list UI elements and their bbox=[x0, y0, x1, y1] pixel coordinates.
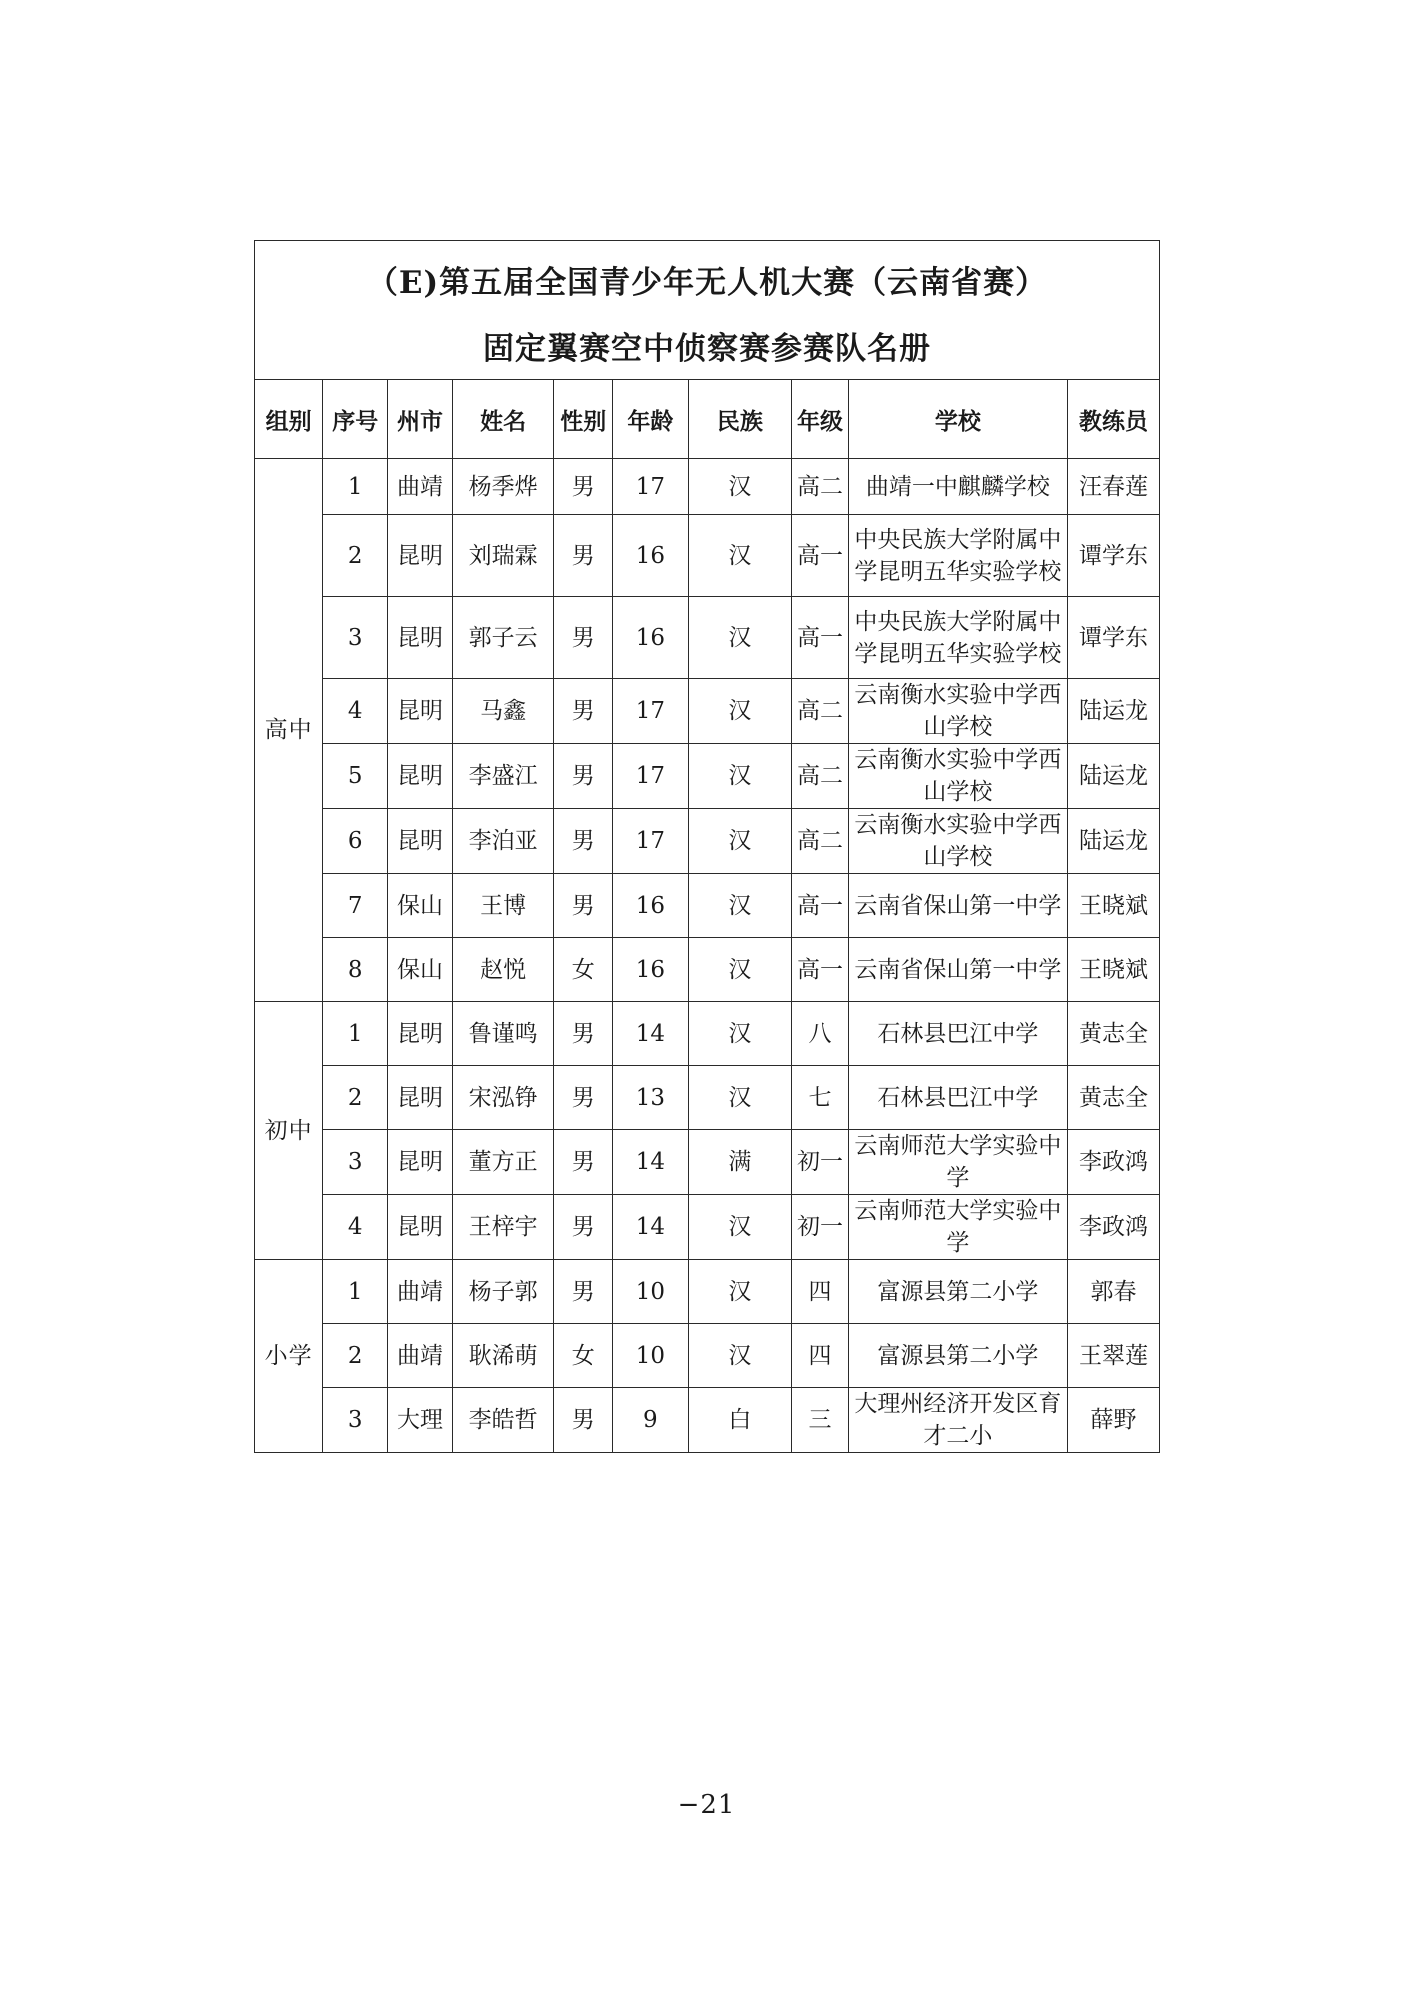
name-cell: 郭子云 bbox=[452, 597, 553, 679]
column-header: 组别 bbox=[255, 380, 323, 459]
age-cell: 9 bbox=[613, 1388, 688, 1453]
row-number-cell: 2 bbox=[323, 515, 388, 597]
coach-cell: 谭学东 bbox=[1068, 515, 1160, 597]
row-number-cell: 7 bbox=[323, 874, 388, 938]
table-row bbox=[255, 1388, 1160, 1453]
coach-cell: 李政鸿 bbox=[1068, 1130, 1160, 1195]
gender-cell: 男 bbox=[554, 1260, 613, 1324]
age-cell: 16 bbox=[613, 515, 688, 597]
name-cell: 杨子郭 bbox=[452, 1260, 553, 1324]
column-header: 性别 bbox=[554, 380, 613, 459]
ethnicity-cell: 汉 bbox=[688, 1324, 792, 1388]
ethnicity-cell: 满 bbox=[688, 1130, 792, 1195]
table-row bbox=[255, 1130, 1160, 1195]
school-cell: 云南师范大学实验中学 bbox=[848, 1195, 1067, 1260]
city-cell: 曲靖 bbox=[388, 459, 453, 515]
city-cell: 昆明 bbox=[388, 1195, 453, 1260]
table-row bbox=[255, 1260, 1160, 1324]
name-cell: 李盛江 bbox=[452, 744, 553, 809]
city-cell: 昆明 bbox=[388, 809, 453, 874]
ethnicity-cell: 汉 bbox=[688, 809, 792, 874]
gender-cell: 男 bbox=[554, 874, 613, 938]
school-cell: 曲靖一中麒麟学校 bbox=[848, 459, 1067, 515]
column-header: 民族 bbox=[688, 380, 792, 459]
grade-cell: 高二 bbox=[792, 809, 849, 874]
row-number-cell: 2 bbox=[323, 1066, 388, 1130]
gender-cell: 男 bbox=[554, 459, 613, 515]
name-cell: 王博 bbox=[452, 874, 553, 938]
city-cell: 保山 bbox=[388, 938, 453, 1002]
coach-cell: 谭学东 bbox=[1068, 597, 1160, 679]
page-number: −21 bbox=[677, 1790, 736, 1820]
table-row bbox=[255, 1066, 1160, 1130]
table-row bbox=[255, 679, 1160, 744]
school-cell: 云南师范大学实验中学 bbox=[848, 1130, 1067, 1195]
table-row bbox=[255, 1324, 1160, 1388]
grade-cell: 高一 bbox=[792, 938, 849, 1002]
name-cell: 刘瑞霖 bbox=[452, 515, 553, 597]
grade-cell: 高一 bbox=[792, 515, 849, 597]
name-cell: 宋泓铮 bbox=[452, 1066, 553, 1130]
age-cell: 14 bbox=[613, 1195, 688, 1260]
table-row bbox=[255, 597, 1160, 679]
gender-cell: 男 bbox=[554, 1388, 613, 1453]
table-row bbox=[255, 459, 1160, 515]
coach-cell: 郭春 bbox=[1068, 1260, 1160, 1324]
ethnicity-cell: 汉 bbox=[688, 515, 792, 597]
grade-cell: 高一 bbox=[792, 874, 849, 938]
row-number-cell: 8 bbox=[323, 938, 388, 1002]
gender-cell: 男 bbox=[554, 1130, 613, 1195]
coach-cell: 王翠莲 bbox=[1068, 1324, 1160, 1388]
gender-cell: 女 bbox=[554, 938, 613, 1002]
school-cell: 石林县巴江中学 bbox=[848, 1002, 1067, 1066]
age-cell: 17 bbox=[613, 459, 688, 515]
gender-cell: 男 bbox=[554, 1195, 613, 1260]
roster-frame bbox=[254, 240, 1160, 1453]
gender-cell: 男 bbox=[554, 597, 613, 679]
ethnicity-cell: 汉 bbox=[688, 1002, 792, 1066]
roster-table bbox=[254, 379, 1160, 1453]
name-cell: 董方正 bbox=[452, 1130, 553, 1195]
grade-cell: 三 bbox=[792, 1388, 849, 1453]
school-cell: 中央民族大学附属中学昆明五华实验学校 bbox=[848, 515, 1067, 597]
name-cell: 赵悦 bbox=[452, 938, 553, 1002]
row-number-cell: 1 bbox=[323, 459, 388, 515]
age-cell: 16 bbox=[613, 874, 688, 938]
name-cell: 李泊亚 bbox=[452, 809, 553, 874]
column-header: 年龄 bbox=[613, 380, 688, 459]
table-row bbox=[255, 809, 1160, 874]
group-cell: 初中 bbox=[255, 1002, 323, 1260]
grade-cell: 四 bbox=[792, 1260, 849, 1324]
row-number-cell: 4 bbox=[323, 679, 388, 744]
city-cell: 曲靖 bbox=[388, 1324, 453, 1388]
group-cell: 小学 bbox=[255, 1260, 323, 1453]
school-cell: 云南衡水实验中学西山学校 bbox=[848, 679, 1067, 744]
age-cell: 13 bbox=[613, 1066, 688, 1130]
grade-cell: 高二 bbox=[792, 744, 849, 809]
city-cell: 大理 bbox=[388, 1388, 453, 1453]
table-row bbox=[255, 938, 1160, 1002]
ethnicity-cell: 汉 bbox=[688, 1195, 792, 1260]
city-cell: 昆明 bbox=[388, 744, 453, 809]
name-cell: 王梓宇 bbox=[452, 1195, 553, 1260]
school-cell: 中央民族大学附属中学昆明五华实验学校 bbox=[848, 597, 1067, 679]
school-cell: 富源县第二小学 bbox=[848, 1260, 1067, 1324]
column-header: 序号 bbox=[323, 380, 388, 459]
row-number-cell: 3 bbox=[323, 1388, 388, 1453]
coach-cell: 黄志全 bbox=[1068, 1002, 1160, 1066]
row-number-cell: 5 bbox=[323, 744, 388, 809]
column-header: 学校 bbox=[848, 380, 1067, 459]
city-cell: 昆明 bbox=[388, 597, 453, 679]
city-cell: 曲靖 bbox=[388, 1260, 453, 1324]
city-cell: 昆明 bbox=[388, 1130, 453, 1195]
school-cell: 云南衡水实验中学西山学校 bbox=[848, 744, 1067, 809]
column-header: 教练员 bbox=[1068, 380, 1160, 459]
table-body bbox=[255, 459, 1160, 1453]
name-cell: 杨季烨 bbox=[452, 459, 553, 515]
coach-cell: 黄志全 bbox=[1068, 1066, 1160, 1130]
age-cell: 10 bbox=[613, 1324, 688, 1388]
age-cell: 16 bbox=[613, 938, 688, 1002]
gender-cell: 女 bbox=[554, 1324, 613, 1388]
grade-cell: 高二 bbox=[792, 679, 849, 744]
ethnicity-cell: 白 bbox=[688, 1388, 792, 1453]
school-cell: 大理州经济开发区育才二小 bbox=[848, 1388, 1067, 1453]
grade-cell: 初一 bbox=[792, 1130, 849, 1195]
city-cell: 昆明 bbox=[388, 1066, 453, 1130]
grade-cell: 初一 bbox=[792, 1195, 849, 1260]
ethnicity-cell: 汉 bbox=[688, 938, 792, 1002]
coach-cell: 李政鸿 bbox=[1068, 1195, 1160, 1260]
city-cell: 昆明 bbox=[388, 515, 453, 597]
ethnicity-cell: 汉 bbox=[688, 679, 792, 744]
table-row bbox=[255, 744, 1160, 809]
title-box bbox=[254, 240, 1160, 379]
table-header-row bbox=[255, 380, 1160, 459]
coach-cell: 王晓斌 bbox=[1068, 874, 1160, 938]
ethnicity-cell: 汉 bbox=[688, 459, 792, 515]
row-number-cell: 1 bbox=[323, 1002, 388, 1066]
row-number-cell: 6 bbox=[323, 809, 388, 874]
row-number-cell: 4 bbox=[323, 1195, 388, 1260]
school-cell: 富源县第二小学 bbox=[848, 1324, 1067, 1388]
ethnicity-cell: 汉 bbox=[688, 874, 792, 938]
gender-cell: 男 bbox=[554, 515, 613, 597]
ethnicity-cell: 汉 bbox=[688, 597, 792, 679]
age-cell: 10 bbox=[613, 1260, 688, 1324]
table-row bbox=[255, 1002, 1160, 1066]
grade-cell: 高一 bbox=[792, 597, 849, 679]
row-number-cell: 1 bbox=[323, 1260, 388, 1324]
coach-cell: 王晓斌 bbox=[1068, 938, 1160, 1002]
school-cell: 云南省保山第一中学 bbox=[848, 874, 1067, 938]
coach-cell: 陆运龙 bbox=[1068, 744, 1160, 809]
ethnicity-cell: 汉 bbox=[688, 744, 792, 809]
gender-cell: 男 bbox=[554, 744, 613, 809]
name-cell: 耿浠萌 bbox=[452, 1324, 553, 1388]
coach-cell: 汪春莲 bbox=[1068, 459, 1160, 515]
ethnicity-cell: 汉 bbox=[688, 1066, 792, 1130]
row-number-cell: 3 bbox=[323, 1130, 388, 1195]
table-row bbox=[255, 1195, 1160, 1260]
document-title: （E)第五届全国青少年无人机大赛（云南省赛） bbox=[366, 265, 1048, 301]
name-cell: 鲁谨鸣 bbox=[452, 1002, 553, 1066]
school-cell: 石林县巴江中学 bbox=[848, 1066, 1067, 1130]
coach-cell: 薛野 bbox=[1068, 1388, 1160, 1453]
column-header: 州市 bbox=[388, 380, 453, 459]
age-cell: 14 bbox=[613, 1130, 688, 1195]
age-cell: 14 bbox=[613, 1002, 688, 1066]
name-cell: 李皓哲 bbox=[452, 1388, 553, 1453]
school-cell: 云南省保山第一中学 bbox=[848, 938, 1067, 1002]
gender-cell: 男 bbox=[554, 809, 613, 874]
grade-cell: 高二 bbox=[792, 459, 849, 515]
city-cell: 昆明 bbox=[388, 679, 453, 744]
gender-cell: 男 bbox=[554, 1066, 613, 1130]
name-cell: 马鑫 bbox=[452, 679, 553, 744]
document-subtitle: 固定翼赛空中侦察赛参赛队名册 bbox=[483, 331, 931, 367]
gender-cell: 男 bbox=[554, 1002, 613, 1066]
age-cell: 17 bbox=[613, 744, 688, 809]
table-row bbox=[255, 515, 1160, 597]
grade-cell: 七 bbox=[792, 1066, 849, 1130]
table-row bbox=[255, 874, 1160, 938]
row-number-cell: 3 bbox=[323, 597, 388, 679]
age-cell: 16 bbox=[613, 597, 688, 679]
age-cell: 17 bbox=[613, 679, 688, 744]
school-cell: 云南衡水实验中学西山学校 bbox=[848, 809, 1067, 874]
column-header: 姓名 bbox=[452, 380, 553, 459]
grade-cell: 四 bbox=[792, 1324, 849, 1388]
group-cell: 高中 bbox=[255, 459, 323, 1002]
grade-cell: 八 bbox=[792, 1002, 849, 1066]
coach-cell: 陆运龙 bbox=[1068, 679, 1160, 744]
gender-cell: 男 bbox=[554, 679, 613, 744]
column-header: 年级 bbox=[792, 380, 849, 459]
city-cell: 保山 bbox=[388, 874, 453, 938]
coach-cell: 陆运龙 bbox=[1068, 809, 1160, 874]
age-cell: 17 bbox=[613, 809, 688, 874]
city-cell: 昆明 bbox=[388, 1002, 453, 1066]
ethnicity-cell: 汉 bbox=[688, 1260, 792, 1324]
row-number-cell: 2 bbox=[323, 1324, 388, 1388]
